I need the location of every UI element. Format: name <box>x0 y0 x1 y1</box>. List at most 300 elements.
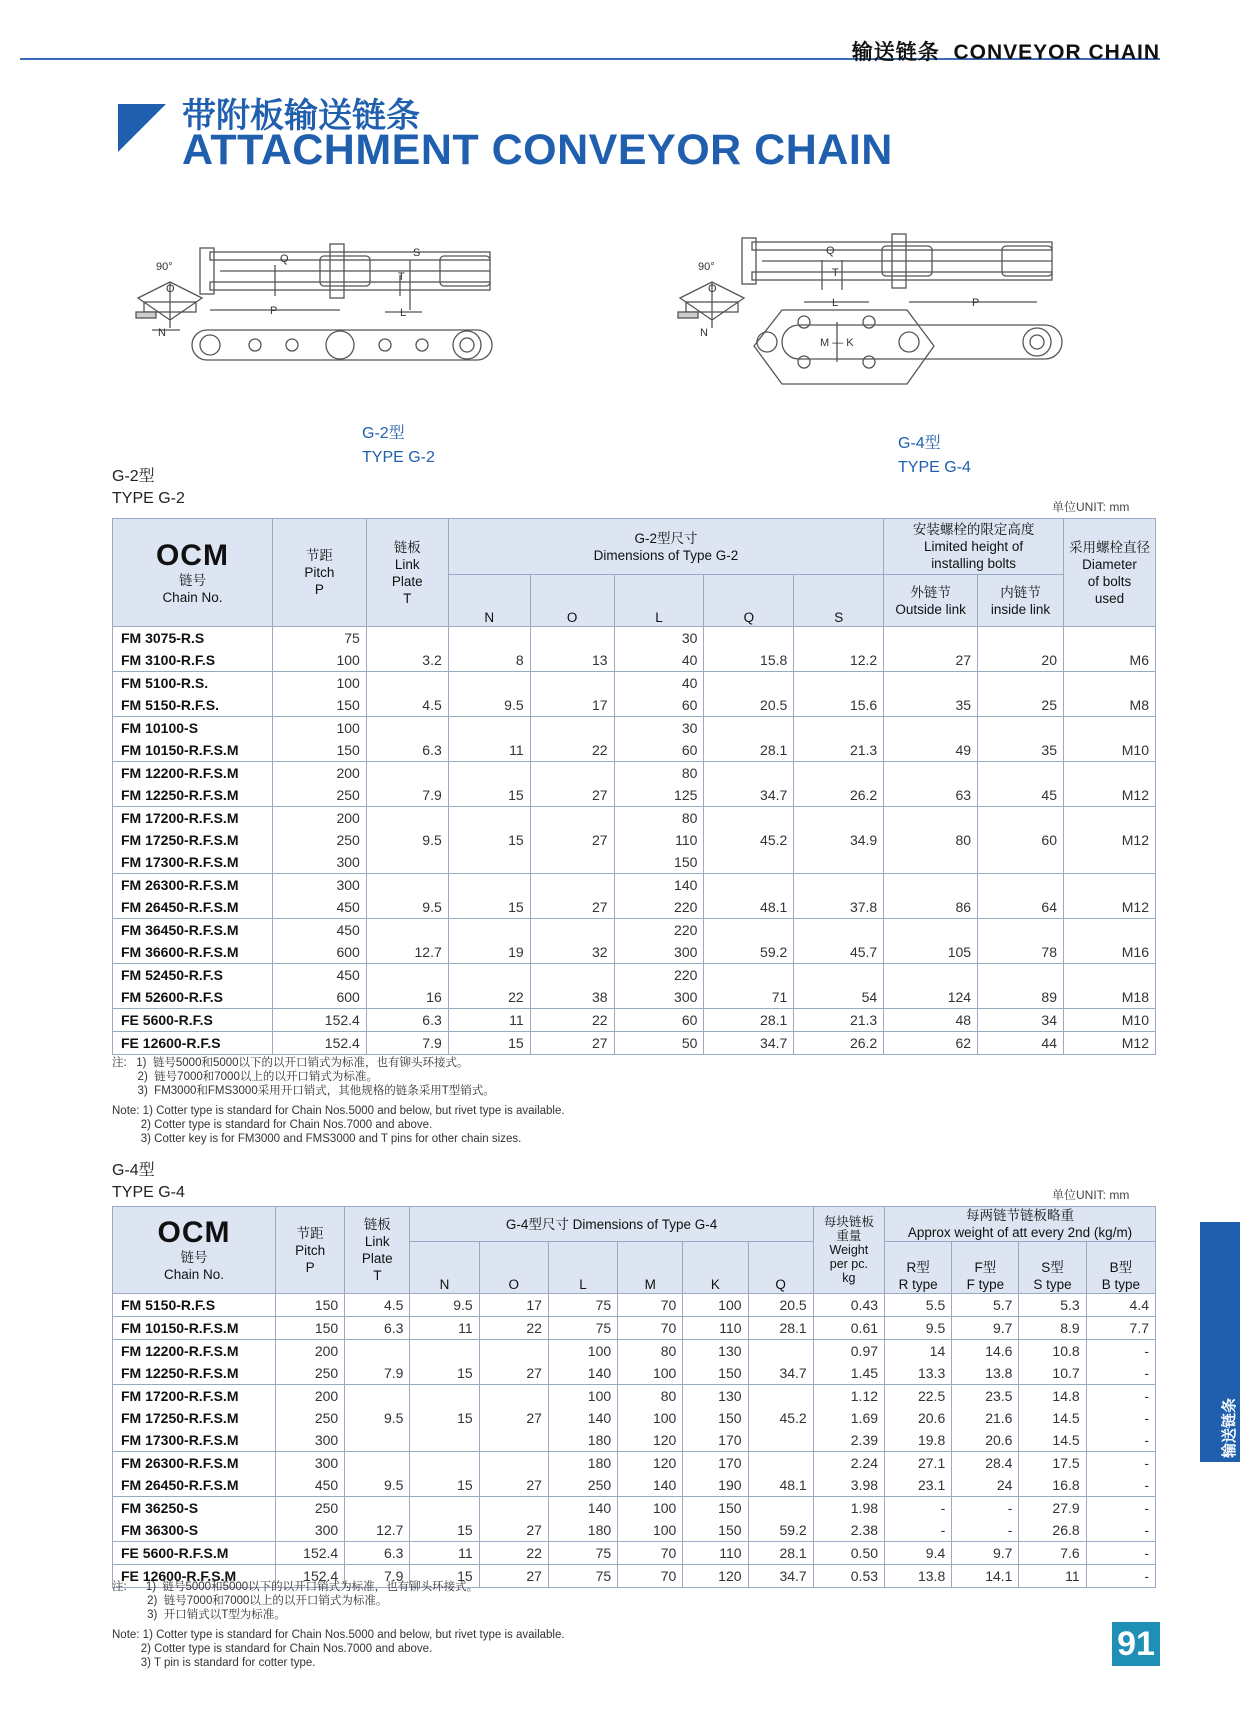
g4-cell-f: 21.6 <box>952 1407 1019 1429</box>
g4-cell-p: 200 <box>275 1340 344 1363</box>
g4-cell-n <box>410 1385 479 1408</box>
g4-cell-k: 130 <box>683 1385 748 1408</box>
g4-cell-r: 23.1 <box>885 1474 952 1497</box>
g4-cell-t <box>345 1497 410 1520</box>
g2-cell-l: 220 <box>614 919 704 942</box>
g2-cell-out <box>884 762 978 785</box>
g4-cell-f: 5.7 <box>952 1294 1019 1317</box>
g4-cell-f: - <box>952 1519 1019 1542</box>
g4-cell-q <box>748 1497 813 1520</box>
g2-cell-chain: FE 12600-R.F.S <box>113 1032 273 1055</box>
g4-section-label-en: TYPE G-4 <box>112 1184 185 1201</box>
g2-cell-n: 11 <box>448 739 530 762</box>
g4-cell-m: 100 <box>618 1519 683 1542</box>
g2-head-n: N <box>448 575 530 627</box>
g2-cell-n: 8 <box>448 649 530 672</box>
g2-cell-p: 600 <box>272 986 366 1009</box>
g4-cell-p: 250 <box>275 1497 344 1520</box>
table-row <box>113 1032 1156 1055</box>
note-line: 注: 1) 链号5000和5000以下的以开口销式为标准，也有铆头环接式。 <box>112 1581 479 1593</box>
g4-cell-b: - <box>1086 1362 1155 1385</box>
g2-cell-q: 28.1 <box>704 739 794 762</box>
g4-cell-chain: FM 10150-R.F.S.M <box>113 1317 276 1340</box>
g4-cell-r: 27.1 <box>885 1452 952 1475</box>
g4-cell-q <box>748 1429 813 1452</box>
g4-cell-r: - <box>885 1519 952 1542</box>
g2-cell-chain: FM 52450-R.F.S <box>113 964 273 987</box>
g4-cell-l: 100 <box>548 1340 617 1363</box>
g2-cell-p: 152.4 <box>272 1009 366 1032</box>
g2-cell-bolt: M16 <box>1063 941 1155 964</box>
g4-cell-m: 70 <box>618 1317 683 1340</box>
g4-cell-b: - <box>1086 1565 1155 1588</box>
g4-head-k: K <box>683 1242 748 1294</box>
g2-cell-bolt <box>1063 627 1155 650</box>
g2-cell-t: 3.2 <box>366 649 448 672</box>
g4-cell-s: 14.5 <box>1019 1407 1086 1429</box>
g2-cell-in: 45 <box>978 784 1064 807</box>
g2-cell-p: 100 <box>272 717 366 740</box>
table-row <box>113 784 1156 807</box>
g4-cell-l: 75 <box>548 1565 617 1588</box>
g2-head-inside: 内链节 inside link <box>978 575 1064 627</box>
g4-head-o: O <box>479 1242 548 1294</box>
g2-cell-q: 20.5 <box>704 694 794 717</box>
g2-cell-t: 6.3 <box>366 739 448 762</box>
g4-cell-chain: FM 26300-R.F.S.M <box>113 1452 276 1475</box>
g4-head-chain-cn: 链号 <box>180 1250 208 1265</box>
g4-cell-o: 27 <box>479 1474 548 1497</box>
g2-cell-o: 27 <box>530 784 614 807</box>
table-row <box>113 1429 1156 1452</box>
g2-cell-in <box>978 627 1064 650</box>
g2-cell-q <box>704 851 794 874</box>
g2-cell-s <box>794 717 884 740</box>
table-row <box>113 986 1156 1009</box>
g4-cell-l: 250 <box>548 1474 617 1497</box>
g2-cell-o <box>530 762 614 785</box>
table-row <box>113 964 1156 987</box>
g2-head-s: S <box>794 575 884 627</box>
g4-cell-b: - <box>1086 1474 1155 1497</box>
g2-head-chain <box>113 519 273 627</box>
g4-cell-k: 130 <box>683 1340 748 1363</box>
diagram-g2 <box>130 230 550 400</box>
g2-cell-bolt: M18 <box>1063 986 1155 1009</box>
g4-cell-n: 15 <box>410 1474 479 1497</box>
g2-cell-l: 300 <box>614 986 704 1009</box>
g4-head-l: L <box>548 1242 617 1294</box>
g4-cell-o: 22 <box>479 1542 548 1565</box>
g2-cell-o <box>530 874 614 897</box>
g4-cell-t: 4.5 <box>345 1294 410 1317</box>
page-title-en: ATTACHMENT CONVEYOR CHAIN <box>182 126 893 174</box>
g4-cell-b: - <box>1086 1385 1155 1408</box>
g2-cell-l: 30 <box>614 717 704 740</box>
g2-cell-n: 15 <box>448 829 530 851</box>
g4-cell-t: 12.7 <box>345 1519 410 1542</box>
g2-l-label: L <box>400 307 407 319</box>
g2-cell-in: 35 <box>978 739 1064 762</box>
g2-cell-chain: FE 5600-R.F.S <box>113 1009 273 1032</box>
g4-cell-r: 13.3 <box>885 1362 952 1385</box>
g4-cell-q <box>748 1385 813 1408</box>
g4-cell-f: 14.6 <box>952 1340 1019 1363</box>
g2-cell-in: 34 <box>978 1009 1064 1032</box>
g4-cell-r: 22.5 <box>885 1385 952 1408</box>
g2-cell-bolt: M12 <box>1063 829 1155 851</box>
g4-cell-k: 150 <box>683 1407 748 1429</box>
g2-cell-n: 11 <box>448 1009 530 1032</box>
g2-notes <box>112 1056 565 1146</box>
g2-cell-q <box>704 807 794 830</box>
g2-cell-q <box>704 717 794 740</box>
g2-cell-s <box>794 762 884 785</box>
g2-cell-p: 450 <box>272 896 366 919</box>
g2-cell-out: 62 <box>884 1032 978 1055</box>
g2-head-plate: 链板 Link Plate T <box>366 519 448 627</box>
g4-cell-w: 1.12 <box>813 1385 884 1408</box>
g4-cell-k: 110 <box>683 1542 748 1565</box>
g2-cell-l: 60 <box>614 694 704 717</box>
g2-notes-en <box>112 1104 565 1146</box>
g2-section-label-en: TYPE G-2 <box>112 490 185 507</box>
g4-cell-r: 14 <box>885 1340 952 1363</box>
g2-cell-chain: FM 36600-R.F.S.M <box>113 941 273 964</box>
g4-cell-m: 80 <box>618 1385 683 1408</box>
g2-cell-t <box>366 851 448 874</box>
g2-cell-o <box>530 919 614 942</box>
g4-cell-n: 15 <box>410 1565 479 1588</box>
g4-cell-s: 26.8 <box>1019 1519 1086 1542</box>
note-line: 2) Cotter type is standard for Chain Nos.7000 and above. <box>112 1643 433 1655</box>
g4-table <box>112 1206 1156 1588</box>
g4-cell-f: 14.1 <box>952 1565 1019 1588</box>
g2-cell-n: 15 <box>448 896 530 919</box>
g4-cell-w: 3.98 <box>813 1474 884 1497</box>
g4-cell-m: 80 <box>618 1340 683 1363</box>
table-row <box>113 1294 1156 1317</box>
g4-cell-q: 20.5 <box>748 1294 813 1317</box>
g2-cell-n <box>448 807 530 830</box>
g2-q-label: Q <box>280 253 289 265</box>
g2-cell-p: 150 <box>272 694 366 717</box>
g4-cell-m: 140 <box>618 1474 683 1497</box>
g4-cell-n: 11 <box>410 1542 479 1565</box>
g4-cell-m: 70 <box>618 1565 683 1588</box>
g2-cell-out: 49 <box>884 739 978 762</box>
table-row <box>113 1407 1156 1429</box>
g2-cell-p: 150 <box>272 739 366 762</box>
g2-t-label: T <box>398 271 405 283</box>
g4-cell-p: 152.4 <box>275 1565 344 1588</box>
g4-cell-chain: FE 5600-R.F.S.M <box>113 1542 276 1565</box>
g2-head-pitch: 节距 Pitch P <box>272 519 366 627</box>
g4-cell-l: 180 <box>548 1452 617 1475</box>
g2-cell-in <box>978 807 1064 830</box>
note-line: 2) Cotter type is standard for Chain Nos.7000 and above. <box>112 1119 433 1131</box>
g4-cell-q: 48.1 <box>748 1474 813 1497</box>
g4-cell-q: 34.7 <box>748 1565 813 1588</box>
g2-cell-out: 105 <box>884 941 978 964</box>
g4-cell-n: 15 <box>410 1362 479 1385</box>
g4-cell-f: 28.4 <box>952 1452 1019 1475</box>
g2-cell-n: 15 <box>448 784 530 807</box>
diagram-g2-caption <box>362 422 435 470</box>
g4-cell-o <box>479 1340 548 1363</box>
g4-cell-chain: FE 12600-R.F.S.M <box>113 1565 276 1588</box>
g4-cell-s: 16.8 <box>1019 1474 1086 1497</box>
g4-cell-l: 100 <box>548 1385 617 1408</box>
g4-cell-w: 0.50 <box>813 1542 884 1565</box>
g4-cell-o: 27 <box>479 1362 548 1385</box>
g2-cell-out: 80 <box>884 829 978 851</box>
g4-cell-q: 28.1 <box>748 1317 813 1340</box>
g2-cell-p: 300 <box>272 874 366 897</box>
side-tab-cn-wrap <box>1218 1370 1240 1460</box>
g4-table-body <box>113 1294 1156 1588</box>
g2-cell-s: 21.3 <box>794 1009 884 1032</box>
g2-o-label: O <box>166 283 175 295</box>
g2-cell-o <box>530 717 614 740</box>
g2-cell-n <box>448 672 530 695</box>
note-line: Note: 1) Cotter type is standard for Chain Nos.5000 and below, but rivet type is available. <box>112 1629 565 1641</box>
g2-cell-q: 71 <box>704 986 794 1009</box>
g2-cell-l: 50 <box>614 1032 704 1055</box>
g4-cell-s: 17.5 <box>1019 1452 1086 1475</box>
g4-cell-w: 0.61 <box>813 1317 884 1340</box>
g4-cell-f: 13.8 <box>952 1362 1019 1385</box>
table-row <box>113 1385 1156 1408</box>
g4-cell-l: 140 <box>548 1497 617 1520</box>
g4-cell-chain: FM 12250-R.F.S.M <box>113 1362 276 1385</box>
g4-cell-l: 180 <box>548 1519 617 1542</box>
table-row <box>113 672 1156 695</box>
diagram-g2-caption-cn: G-2型 <box>362 425 405 442</box>
g2-head-bolt: 采用螺栓直径 Diameter of bolts used <box>1063 519 1155 627</box>
g2-cell-bolt: M10 <box>1063 1009 1155 1032</box>
g2-cell-p: 200 <box>272 807 366 830</box>
g4-cell-p: 150 <box>275 1317 344 1340</box>
g4-cell-s: 14.8 <box>1019 1385 1086 1408</box>
g4-section-label <box>112 1160 185 1204</box>
g2-cell-n: 22 <box>448 986 530 1009</box>
g4-cell-s: 5.3 <box>1019 1294 1086 1317</box>
g4-o-label: O <box>708 283 717 295</box>
g2-cell-out <box>884 807 978 830</box>
g4-head-dims: G-4型尺寸 Dimensions of Type G-4 <box>410 1207 813 1242</box>
g2-cell-o <box>530 672 614 695</box>
g4-cell-k: 190 <box>683 1474 748 1497</box>
g4-cell-q: 45.2 <box>748 1407 813 1429</box>
g2-cell-s: 15.6 <box>794 694 884 717</box>
g2-cell-n <box>448 627 530 650</box>
g2-cell-in <box>978 762 1064 785</box>
g2-cell-t: 6.3 <box>366 1009 448 1032</box>
g4-cell-n: 11 <box>410 1317 479 1340</box>
g4-cell-chain: FM 17200-R.F.S.M <box>113 1385 276 1408</box>
g2-cell-n <box>448 717 530 740</box>
g4-cell-p: 250 <box>275 1362 344 1385</box>
g2-section-label-cn: G-2型 <box>112 468 155 485</box>
g2-head-chain-cn: 链号 <box>178 572 206 588</box>
g2-cell-n <box>448 919 530 942</box>
table-row <box>113 851 1156 874</box>
g2-cell-q: 15.8 <box>704 649 794 672</box>
g2-cell-bolt <box>1063 762 1155 785</box>
g4-cell-p: 300 <box>275 1519 344 1542</box>
g4-cell-t <box>345 1429 410 1452</box>
g4-cell-q <box>748 1340 813 1363</box>
g4-t-label: T <box>832 267 839 279</box>
g4-head-chain-en: Chain No. <box>163 1267 224 1282</box>
g2-cell-t: 9.5 <box>366 896 448 919</box>
g4-cell-l: 140 <box>548 1362 617 1385</box>
g2-cell-l: 220 <box>614 896 704 919</box>
note-line: 3) 开口销式以T型为标准。 <box>112 1609 286 1621</box>
g4-cell-b: - <box>1086 1497 1155 1520</box>
g2-cell-l: 110 <box>614 829 704 851</box>
g2-cell-chain: FM 5100-R.S. <box>113 672 273 695</box>
g4-cell-m: 100 <box>618 1407 683 1429</box>
g2-head-q: Q <box>704 575 794 627</box>
g2-notes-cn <box>112 1056 565 1098</box>
g2-cell-out <box>884 672 978 695</box>
g4-cell-w: 2.24 <box>813 1452 884 1475</box>
g2-cell-l: 40 <box>614 649 704 672</box>
g2-cell-t <box>366 874 448 897</box>
g2-cell-t: 4.5 <box>366 694 448 717</box>
g4-cell-b: - <box>1086 1429 1155 1452</box>
table-row <box>113 1317 1156 1340</box>
g2-cell-q <box>704 762 794 785</box>
g4-section-label-cn: G-4型 <box>112 1162 155 1179</box>
g4-cell-f: 23.5 <box>952 1385 1019 1408</box>
g4-cell-o: 27 <box>479 1407 548 1429</box>
g4-cell-f: 9.7 <box>952 1542 1019 1565</box>
table-row <box>113 1009 1156 1032</box>
g4-cell-n <box>410 1452 479 1475</box>
g2-cell-p: 75 <box>272 627 366 650</box>
g2-table-body <box>113 627 1156 1055</box>
g2-cell-out: 63 <box>884 784 978 807</box>
g2-cell-bolt <box>1063 919 1155 942</box>
g2-n-label: N <box>158 327 166 339</box>
ocm-logo: OCM <box>155 538 229 572</box>
g4-cell-chain: FM 12200-R.F.S.M <box>113 1340 276 1363</box>
g2-cell-l: 60 <box>614 1009 704 1032</box>
g2-cell-out: 48 <box>884 1009 978 1032</box>
g2-cell-p: 250 <box>272 829 366 851</box>
table-row <box>113 717 1156 740</box>
g4-cell-p: 450 <box>275 1474 344 1497</box>
g4-cell-f: 24 <box>952 1474 1019 1497</box>
g4-cell-o <box>479 1497 548 1520</box>
g4-cell-m: 70 <box>618 1294 683 1317</box>
g4-cell-o: 17 <box>479 1294 548 1317</box>
g4-cell-l: 140 <box>548 1407 617 1429</box>
g2-cell-bolt: M12 <box>1063 896 1155 919</box>
g4-cell-r: - <box>885 1497 952 1520</box>
g4-cell-chain: FM 26450-R.F.S.M <box>113 1474 276 1497</box>
g2-cell-p: 300 <box>272 851 366 874</box>
running-header <box>852 36 1160 66</box>
side-tab-cn: 输送链条 <box>1221 1397 1238 1458</box>
g4-cell-b: - <box>1086 1542 1155 1565</box>
g4-cell-p: 300 <box>275 1452 344 1475</box>
g2-cell-s: 34.9 <box>794 829 884 851</box>
g4-cell-b: 4.4 <box>1086 1294 1155 1317</box>
g2-cell-bolt <box>1063 874 1155 897</box>
g4-head-n: N <box>410 1242 479 1294</box>
g4-head-pitch: 节距 Pitch P <box>275 1207 344 1294</box>
g4-cell-r: 5.5 <box>885 1294 952 1317</box>
g2-cell-chain: FM 3100-R.F.S <box>113 649 273 672</box>
g2-cell-chain: FM 17200-R.F.S.M <box>113 807 273 830</box>
g4-cell-n: 9.5 <box>410 1294 479 1317</box>
g2-cell-in <box>978 964 1064 987</box>
g4-cell-t <box>345 1452 410 1475</box>
table-row <box>113 649 1156 672</box>
g4-cell-b: 7.7 <box>1086 1317 1155 1340</box>
g4-p-label: P <box>972 297 980 309</box>
g2-cell-o: 38 <box>530 986 614 1009</box>
g2-cell-t <box>366 807 448 830</box>
g2-cell-in: 44 <box>978 1032 1064 1055</box>
g2-cell-chain: FM 17250-R.F.S.M <box>113 829 273 851</box>
g4-head-approx: 每两链节链板略重 Approx weight of att every 2nd (kg/m) <box>885 1207 1156 1242</box>
g4-head-plate: 链板 Link Plate T <box>345 1207 410 1294</box>
g4-cell-w: 2.39 <box>813 1429 884 1452</box>
g4-cell-q: 34.7 <box>748 1362 813 1385</box>
g2-cell-o <box>530 627 614 650</box>
g2-cell-in: 89 <box>978 986 1064 1009</box>
g4-cell-n <box>410 1497 479 1520</box>
g4-head-f: F型 F type <box>952 1242 1019 1294</box>
g4-cell-chain: FM 36250-S <box>113 1497 276 1520</box>
table-row <box>113 896 1156 919</box>
g2-cell-in: 64 <box>978 896 1064 919</box>
g2-cell-t: 9.5 <box>366 829 448 851</box>
g4-cell-l: 75 <box>548 1294 617 1317</box>
g4-cell-o: 27 <box>479 1519 548 1542</box>
g4-cell-p: 250 <box>275 1407 344 1429</box>
g4-cell-q <box>748 1452 813 1475</box>
g4-cell-b: - <box>1086 1340 1155 1363</box>
g2-cell-out: 27 <box>884 649 978 672</box>
g4-cell-w: 1.98 <box>813 1497 884 1520</box>
g2-cell-l: 80 <box>614 762 704 785</box>
g4-cell-m: 120 <box>618 1452 683 1475</box>
g4-cell-n <box>410 1340 479 1363</box>
g2-unit: 单位UNIT: mm <box>1052 500 1130 514</box>
note-line: Note: 1) Cotter type is standard for Chain Nos.5000 and below, but rivet type is available. <box>112 1105 565 1117</box>
g2-cell-s <box>794 874 884 897</box>
g2-cell-chain: FM 3075-R.S <box>113 627 273 650</box>
g2-head-o: O <box>530 575 614 627</box>
g2-cell-s: 26.2 <box>794 784 884 807</box>
g4-cell-b: - <box>1086 1407 1155 1429</box>
table-row <box>113 807 1156 830</box>
page-number: 91 <box>1112 1622 1160 1666</box>
g2-cell-p: 450 <box>272 964 366 987</box>
g4-head-b: B型 B type <box>1086 1242 1155 1294</box>
g2-cell-out <box>884 851 978 874</box>
g2-cell-q: 34.7 <box>704 784 794 807</box>
g2-cell-l: 150 <box>614 851 704 874</box>
g4-cell-s: 11 <box>1019 1565 1086 1588</box>
g2-cell-q: 59.2 <box>704 941 794 964</box>
